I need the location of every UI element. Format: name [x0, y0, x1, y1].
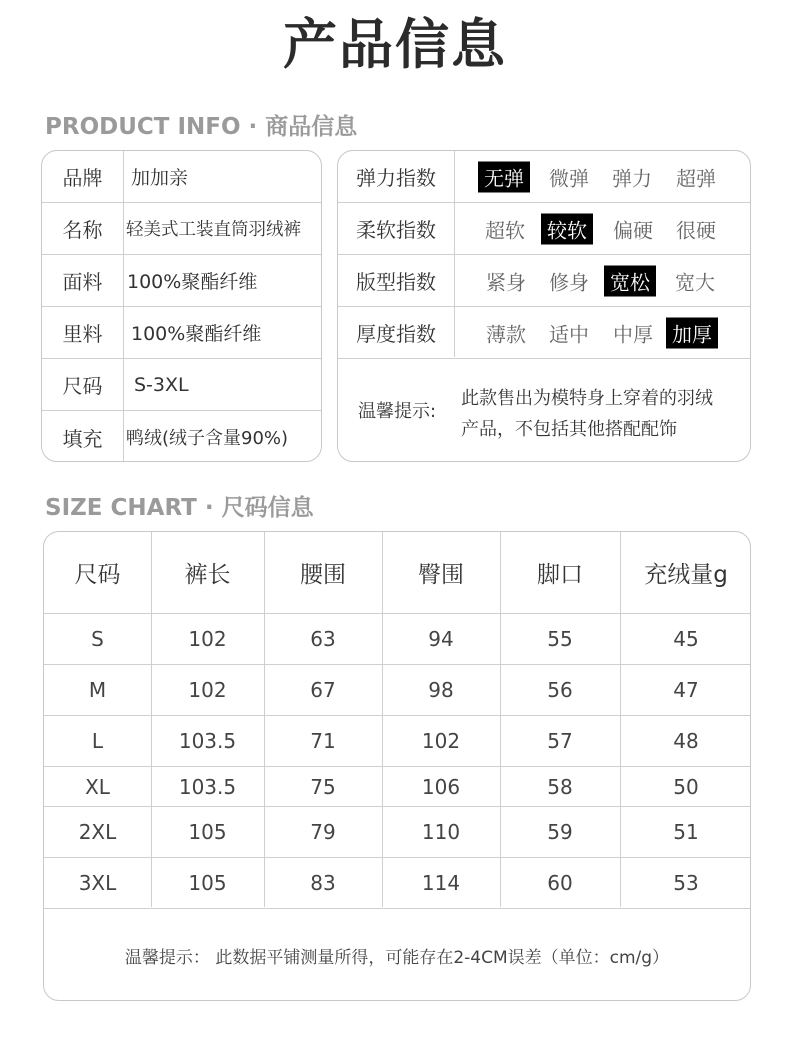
- size-cell: 110: [421, 820, 461, 844]
- size-cell: 58: [547, 774, 573, 799]
- index-option: 超软: [485, 218, 525, 242]
- info-row-name: [42, 203, 321, 255]
- size-cell: 102: [421, 729, 461, 753]
- index-option: 微弹: [549, 166, 589, 190]
- index-option: 薄款: [486, 322, 526, 346]
- size-cell: 103.5: [178, 729, 237, 753]
- size-cell: 102: [188, 678, 227, 702]
- elasticity-index-row: [338, 151, 750, 203]
- index-option: 较软: [541, 213, 593, 244]
- fit-index-row: [338, 255, 750, 307]
- size-cell: 114: [421, 871, 461, 895]
- size-row: [44, 767, 750, 807]
- size-cell: 105: [188, 820, 227, 844]
- size-header-row: [44, 532, 750, 614]
- info-label: 里料: [62, 322, 103, 346]
- column-header: 充绒量g: [644, 562, 728, 588]
- size-cell: 47: [673, 678, 699, 702]
- index-option: 偏硬: [613, 218, 653, 242]
- size-cell: 56: [547, 678, 573, 702]
- index-option: 弹力: [612, 166, 652, 190]
- column-header: 臀围: [418, 562, 464, 588]
- info-row-lining: [42, 307, 321, 359]
- size-row: [44, 716, 750, 767]
- size-footnote: 温馨提示： 此数据平铺测量所得，可能存在2-4CM误差（单位：cm/g）: [124, 948, 670, 968]
- softness-index-row: [338, 203, 750, 255]
- index-option: 加厚: [666, 317, 718, 348]
- info-value: 100%聚酯纤维: [127, 271, 258, 293]
- size-cell: XL: [85, 774, 110, 799]
- size-cell: 57: [547, 729, 573, 753]
- size-cell: S: [91, 627, 104, 651]
- size-row: [44, 858, 750, 909]
- index-option: 紧身: [486, 270, 526, 294]
- tip-line: 产品，不包括其他搭配配饰: [461, 419, 677, 440]
- product-info-table: [41, 150, 322, 462]
- size-cell: 50: [673, 774, 699, 799]
- size-cell: 105: [188, 871, 227, 895]
- size-cell: 106: [421, 774, 461, 799]
- info-label: 尺码: [62, 374, 103, 398]
- product-info-heading: PRODUCT INFO · 商品信息: [45, 114, 358, 140]
- info-value: 加加亲: [131, 167, 189, 189]
- info-value: S-3XL: [134, 373, 189, 396]
- index-option: 超弹: [676, 166, 716, 190]
- info-label: 品牌: [62, 166, 103, 190]
- info-value: 鸭绒(绒子含量90%): [126, 428, 289, 449]
- size-cell: 55: [547, 627, 573, 651]
- size-cell: 102: [188, 627, 227, 651]
- info-row-brand: [42, 151, 321, 203]
- size-cell: 59: [547, 820, 573, 844]
- index-option: 宽大: [675, 270, 715, 294]
- size-cell: 3XL: [78, 871, 117, 895]
- size-cell: 103.5: [178, 774, 237, 799]
- size-cell: 71: [310, 729, 336, 753]
- indices-table: [337, 150, 751, 462]
- tip-text: [461, 383, 713, 445]
- index-label: 弹力指数: [356, 166, 436, 190]
- index-label: 柔软指数: [356, 218, 436, 242]
- info-row-fabric: [42, 255, 321, 307]
- info-row-size: [42, 359, 321, 411]
- size-cell: 51: [673, 820, 699, 844]
- column-header: 尺码: [74, 562, 121, 588]
- column-header: 裤长: [184, 562, 231, 588]
- index-option: 无弹: [478, 161, 530, 192]
- tip-line: 此款售出为模特身上穿着的羽绒: [461, 388, 713, 409]
- size-cell: 83: [310, 871, 336, 895]
- size-cell: 60: [547, 871, 573, 895]
- size-cell: 79: [310, 820, 336, 844]
- size-cell: 2XL: [78, 820, 117, 844]
- size-cell: M: [88, 678, 107, 702]
- size-cell: 98: [428, 678, 454, 702]
- info-label: 面料: [62, 270, 103, 294]
- info-label: 填充: [62, 426, 103, 451]
- size-row: [44, 665, 750, 716]
- size-cell: 48: [673, 729, 699, 753]
- size-cell: 75: [310, 774, 336, 799]
- tip-label: 温馨提示:: [358, 400, 437, 422]
- size-cell: 53: [673, 871, 699, 895]
- index-option: 中厚: [613, 322, 653, 346]
- index-option: 适中: [549, 322, 589, 346]
- thickness-index-row: [338, 307, 750, 359]
- index-option: 修身: [549, 270, 589, 294]
- info-value: 轻美式工装直筒羽绒裤: [126, 220, 301, 240]
- size-cell: L: [91, 729, 104, 753]
- size-cell: 63: [310, 627, 336, 651]
- column-header: 腰围: [300, 562, 346, 588]
- info-value: 100%聚酯纤维: [131, 323, 262, 345]
- size-row: [44, 807, 750, 858]
- info-row-filling: [42, 411, 321, 462]
- index-label: 版型指数: [356, 270, 436, 294]
- size-row: [44, 614, 750, 665]
- size-cell: 45: [673, 627, 699, 651]
- footnote-row: [44, 909, 750, 1001]
- size-chart-heading: SIZE CHART · 尺码信息: [45, 495, 314, 521]
- page-title: 产品信息: [283, 13, 507, 76]
- size-cell: 94: [428, 627, 454, 651]
- index-label: 厚度指数: [356, 322, 436, 346]
- size-cell: 67: [310, 678, 336, 702]
- size-chart-table: [43, 531, 751, 1001]
- info-label: 名称: [62, 218, 103, 242]
- tip-row: [338, 359, 750, 462]
- index-option: 宽松: [604, 265, 656, 296]
- column-header: 脚口: [537, 562, 583, 588]
- index-option: 很硬: [676, 218, 716, 242]
